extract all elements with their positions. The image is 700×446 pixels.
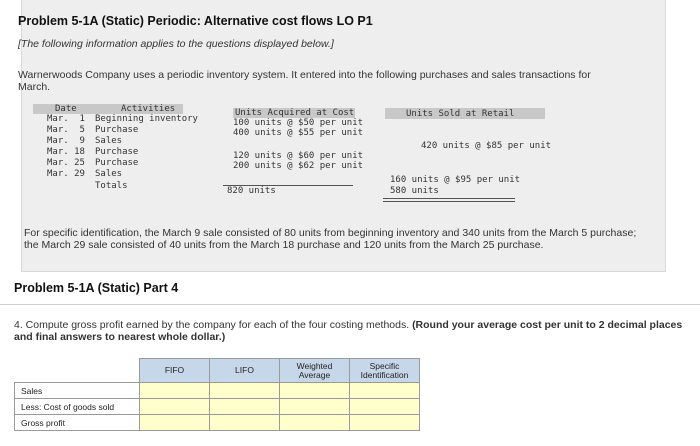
ledger-header-acquired: Units Acquired at Cost [235, 108, 355, 118]
table-corner [15, 359, 140, 383]
ledger-row-sold: 420 units @ $85 per unit [421, 141, 552, 151]
transactions-ledger [33, 104, 551, 202]
row-label-sales: Sales [15, 383, 140, 399]
ledger-header-sold: Units Sold at Retail [406, 109, 515, 119]
input-gross-profit-fifo[interactable] [140, 415, 210, 431]
ledger-total-sold: 580 units [390, 186, 439, 196]
input-gross-profit-lifo[interactable] [210, 415, 280, 431]
part-title: Problem 5-1A (Static) Part 4 [14, 281, 179, 295]
ledger-total-double-rule [383, 201, 515, 202]
question-text [14, 319, 694, 343]
ledger-row-activity: Purchase [95, 158, 139, 168]
input-cogs-fifo[interactable] [140, 399, 210, 415]
ledger-row-activity: Purchase [95, 125, 139, 135]
problem-intro: Warnerwoods Company uses a periodic inventory system. It entered into the following purchases and sales transactions for March. [18, 69, 591, 93]
input-cogs-specific-identification[interactable] [350, 399, 420, 415]
problem-note: [The following information applies to the questions displayed below.] [18, 38, 334, 50]
column-header-lifo: LIFO [210, 359, 280, 383]
input-sales-specific-identification[interactable] [350, 383, 420, 399]
ledger-row-acquired: 400 units @ $55 per unit [233, 128, 364, 138]
column-header-weighted-average: Weighted Average [280, 359, 350, 383]
input-cogs-lifo[interactable] [210, 399, 280, 415]
ledger-row-acquired: 120 units @ $60 per unit [233, 151, 364, 161]
ledger-row-activity: Sales [95, 169, 123, 179]
ledger-row-date: Mar. 29 [47, 169, 85, 179]
ledger-header-date: Date [55, 104, 77, 114]
input-sales-lifo[interactable] [210, 383, 280, 399]
question-instructions: (Round your average cost per unit to 2 decimal places and final answers to nearest whole dollar.) [14, 319, 683, 343]
input-sales-weighted-average[interactable] [280, 383, 350, 399]
specific-identification-note: For specific identification, the March 9 sale consisted of 80 units from beginning inventory and 340 units from the March 5 purchase; the March 29 sale consisted of 40 units from the March 18 purchase and 120 units from the March 25 purchase. [24, 227, 637, 251]
ledger-header-activities: Activities [121, 104, 176, 114]
gross-profit-table [14, 358, 420, 431]
section-divider [0, 304, 700, 305]
input-gross-profit-weighted-average[interactable] [280, 415, 350, 431]
row-label-gross-profit: Gross profit [15, 415, 140, 431]
ledger-row-date: Mar. 9 [47, 136, 85, 146]
ledger-total-rule [383, 198, 515, 199]
ledger-row-activity: Sales [95, 136, 123, 146]
input-gross-profit-specific-identification[interactable] [350, 415, 420, 431]
question-plain: 4. Compute gross profit earned by the company for each of the four costing methods. [14, 319, 413, 331]
ledger-row-date: Mar. 5 [47, 125, 85, 135]
input-sales-fifo[interactable] [140, 383, 210, 399]
row-label-cost-of-goods-sold: Less: Cost of goods sold [15, 399, 140, 415]
ledger-total-acquired: 820 units [227, 186, 276, 196]
ledger-row-acquired: 100 units @ $50 per unit [233, 118, 364, 128]
ledger-row-date: Mar. 25 [47, 158, 85, 168]
column-header-fifo: FIFO [140, 359, 210, 383]
ledger-row-date: Mar. 1 [47, 114, 85, 124]
ledger-row-acquired: 200 units @ $62 per unit [233, 161, 364, 171]
column-header-specific-identification: Specific Identification [350, 359, 420, 383]
ledger-row-activity: Purchase [95, 147, 139, 157]
ledger-row-date: Mar. 18 [47, 147, 85, 157]
input-cogs-weighted-average[interactable] [280, 399, 350, 415]
ledger-row-sold: 160 units @ $95 per unit [390, 175, 521, 185]
ledger-row-activity: Beginning inventory [95, 114, 198, 124]
problem-title: Problem 5-1A (Static) Periodic: Alternative cost flows LO P1 [18, 14, 373, 28]
ledger-totals-label: Totals [95, 181, 128, 191]
